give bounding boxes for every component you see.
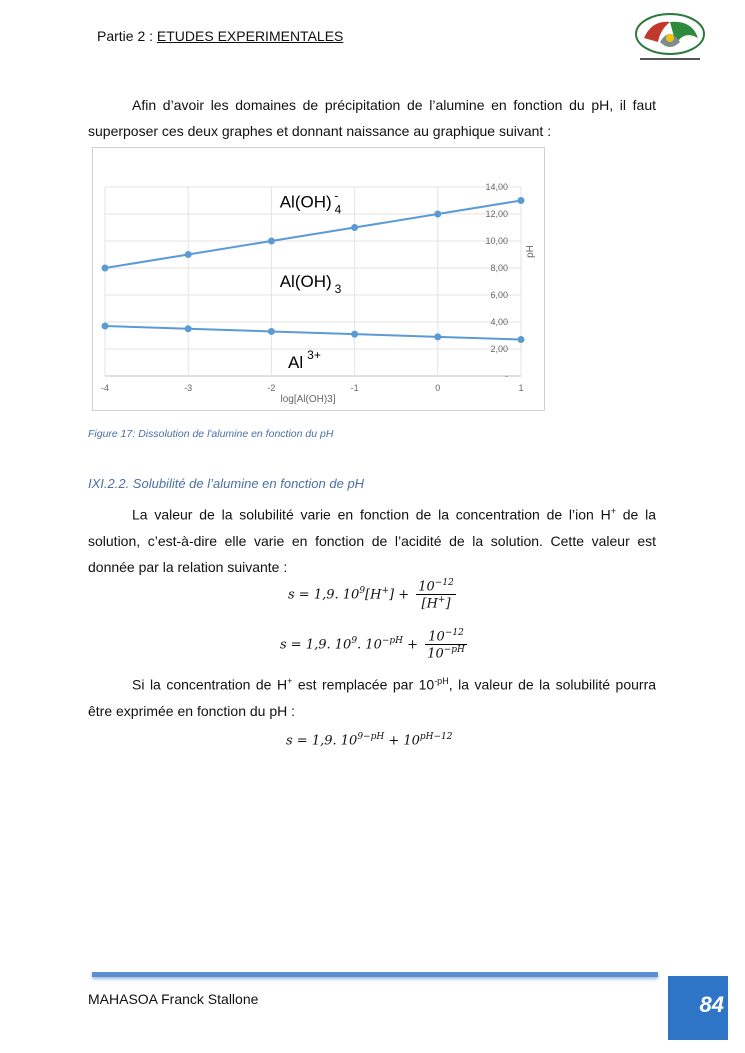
equation-3 [286,732,453,748]
data-point-lower [351,331,358,338]
para2-sup: + [610,506,616,516]
y-tick-label: 6,00 [490,290,508,300]
species-label: Al $^{3+}$ [288,347,321,372]
header-part-title: ETUDES EXPERIMENTALES [156,28,344,44]
x-tick-label: 0 [435,383,441,393]
y-tick-label: - [505,371,508,381]
page-number: 84 [699,992,724,1017]
eq2-mid: . 10 [357,637,382,653]
para2-part1: La valeur de la solubilité varie en fonction de la concentration de l’ion H [132,506,611,523]
ph-chart [92,147,543,409]
substitution-paragraph [88,668,656,724]
data-point-upper [351,224,358,231]
equation-1 [288,578,459,612]
para3-part3: , la valeur de la solubilité pourra être exprimée en fonction du pH : [88,676,657,719]
university-logo [630,12,710,64]
section-title: IXI.2.2. Solubilité de l’alumine en fonction de pH [88,476,365,491]
data-point-lower [434,333,441,340]
eq1-den: [H [421,596,438,612]
para3-sup1: + [287,676,293,686]
data-point-upper [102,265,109,272]
eq1-mid: [H [365,587,382,603]
figure-caption: Figure 17: Dissolution de l'alumine en fonction du pH [88,428,334,440]
para3-part1: Si la concentration de H [132,676,288,693]
x-tick-label: -1 [350,383,359,393]
y-tick-label: 14,00 [485,182,508,192]
eq1-exp: 9 [359,586,366,596]
x-tick-label: -3 [184,383,193,393]
data-point-upper [518,197,525,204]
x-axis-label: log[Al(OH)3] [280,394,336,405]
eq2-num: 10 [428,629,445,645]
eq2-den: 10 [427,646,444,662]
x-tick-label: -4 [100,383,110,393]
y-axis-label: pH [525,245,536,258]
y-tick-label: 2,00 [490,344,508,354]
eq1-lhs: s = 1,9. 10 [288,587,360,603]
eq2-exp2: −pH [381,636,404,646]
data-point-upper [268,238,275,245]
y-tick-label: 10,00 [485,236,508,246]
para3-part2: est remplacée par 10 [292,676,435,693]
eq3-plus: + 10 [384,733,420,749]
y-tick-label: 8,00 [490,263,508,273]
eq2-num-exp: −12 [444,628,464,638]
eq1-den-end: ] [445,596,451,612]
eq3-exp2: pH−12 [419,732,453,742]
eq1-sup: + [381,586,390,596]
solubility-paragraph [88,498,656,580]
data-point-lower [268,328,275,335]
y-tick-label: 12,00 [485,209,508,219]
header-part-prefix: Partie 2 : [97,28,157,44]
footer-divider [92,972,658,977]
eq1-end: ] + [389,587,414,603]
data-point-upper [185,251,192,258]
species-label: Al(OH) $_3$ [279,271,342,296]
eq3-lhs: s = 1,9. 10 [286,733,358,749]
species-label: Al(OH) $_4$- [279,188,342,217]
series-line-lower [105,326,521,340]
y-tick-label: 4,00 [490,317,508,327]
data-point-lower [102,323,109,330]
data-point-lower [518,336,525,343]
footer-author: MAHASOA Franck Stallone [88,991,259,1007]
eq1-num-exp: −12 [434,578,454,588]
intro-text: Afin d’avoir les domaines de précipitation de l’alumine en fonction du pH, il faut superposer ces deux graphes et donnant naissance au graphique suivant : [88,97,656,139]
para2-part2: de la solution, c’est-à-dire elle varie en fonction de l’acidité de la solution. Cette valeur est donnée par la relation suivante : [88,506,656,575]
eq2-plus: + [403,637,423,653]
equation-2 [280,628,470,662]
x-tick-label: 1 [518,383,524,393]
intro-paragraph [88,92,656,144]
page-header [97,28,343,44]
x-tick-label: -2 [267,383,276,393]
eq1-fraction [416,578,456,612]
eq2-exp: 9 [351,636,358,646]
eq1-num: 10 [418,579,435,595]
eq3-exp: 9−pH [357,732,385,742]
eq2-den-exp: −pH [443,645,465,656]
eq1-den-sup: + [437,595,446,606]
data-point-upper [434,211,441,218]
data-point-lower [185,325,192,332]
para3-sup2: -pH [434,676,449,686]
eq2-lhs: s = 1,9. 10 [280,637,352,653]
eq2-fraction [425,628,467,662]
